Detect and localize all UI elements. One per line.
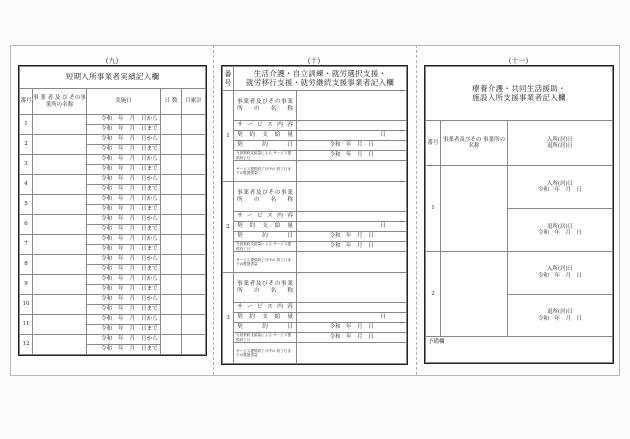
provider-name-field[interactable] xyxy=(33,215,87,235)
header-monthly-total: 月累計 xyxy=(182,89,206,115)
provider-name-field[interactable] xyxy=(33,255,87,275)
days-field[interactable] xyxy=(161,115,182,135)
field-label-provider: 事業者及びその事業所の名称 xyxy=(234,91,297,121)
memo-label: 予備欄 xyxy=(428,339,445,346)
header-entry: 入所(居)日 xyxy=(546,136,574,143)
days-field[interactable] xyxy=(161,315,182,335)
monthly-total-field[interactable] xyxy=(182,295,206,315)
contract-date-field[interactable]: 令和 年 月 日 xyxy=(297,232,407,242)
monthly-total-field[interactable] xyxy=(182,135,206,155)
monthly-total-field[interactable] xyxy=(182,315,206,335)
row-number: 5 xyxy=(20,195,33,215)
row-number: 10 xyxy=(20,295,33,315)
date-from-field[interactable]: 令和 年 月 日から xyxy=(87,275,161,285)
field-label-amount: 契約支給量 xyxy=(234,313,297,323)
contract-date-field[interactable]: 令和 年 月 日 xyxy=(297,323,407,333)
header-number: 番号 xyxy=(426,121,441,166)
row-number: 11 xyxy=(20,315,33,335)
provider-name-field[interactable] xyxy=(33,315,87,335)
memo-field[interactable] xyxy=(426,337,613,363)
exit-date-field[interactable] xyxy=(508,209,613,252)
date-from-field[interactable]: 令和 年 月 日から xyxy=(87,255,161,265)
header-number: 番号 xyxy=(20,89,33,115)
amount-field[interactable]: 日 xyxy=(297,222,407,232)
field-label-service: サービス内容 xyxy=(234,303,297,313)
end-date-field[interactable]: 令和 年 月 日 xyxy=(297,151,407,161)
date-from-field[interactable]: 令和 年 月 日から xyxy=(87,115,161,125)
date-to-field[interactable]: 令和 年 月 日まで xyxy=(87,205,161,215)
provider-name-field[interactable] xyxy=(441,166,508,252)
monthly-total-field[interactable] xyxy=(182,235,206,255)
panel-9-label: (九) xyxy=(105,57,119,65)
date-to-field[interactable]: 令和 年 月 日まで xyxy=(87,245,161,255)
days-field[interactable] xyxy=(161,275,182,295)
provider-name-field[interactable] xyxy=(297,182,407,212)
table-title xyxy=(426,67,613,121)
provided-amount-field[interactable] xyxy=(297,161,407,182)
end-date-field[interactable]: 令和 年 月 日 xyxy=(297,333,407,343)
date-from-field[interactable]: 令和 年 月 日から xyxy=(87,235,161,245)
provided-amount-field[interactable] xyxy=(297,252,407,273)
date-to-field[interactable]: 令和 年 月 日まで xyxy=(87,325,161,335)
title-line-1: 生活介護・自立訓練・就労選択支援・ xyxy=(253,68,387,78)
service-field[interactable] xyxy=(297,212,407,222)
header-dates xyxy=(508,121,613,166)
service-field[interactable] xyxy=(297,121,407,131)
date-from-field[interactable]: 令和 年 月 日から xyxy=(87,155,161,165)
provider-name-field[interactable] xyxy=(33,155,87,175)
row-number: 2 xyxy=(20,135,33,155)
exit-label: 退所(居)日 xyxy=(546,223,574,230)
field-label-service: サービス内容 xyxy=(234,121,297,131)
provider-name-field[interactable] xyxy=(33,115,87,135)
field-label-provided: サービス提供終了月中の 終了日までの既提供量 xyxy=(234,161,297,182)
title-line-1: 療養介護・共同生活援助・ xyxy=(472,83,566,93)
field-label-end-date: 当該契約支給量による サービス提供終了日 xyxy=(234,151,297,161)
amount-field[interactable]: 日 xyxy=(297,313,407,323)
service-field[interactable] xyxy=(297,303,407,313)
field-label-provided: サービス提供終了月中の 終了日までの既提供量 xyxy=(234,343,297,364)
field-label-amount: 契約支給量 xyxy=(234,222,297,232)
monthly-total-field[interactable] xyxy=(182,255,206,275)
date-to-field[interactable]: 令和 年 月 日まで xyxy=(87,125,161,135)
field-label-provided: サービス提供終了月中の 終了日までの既提供量 xyxy=(234,252,297,273)
date-from-field[interactable]: 令和 年 月 日から xyxy=(87,135,161,145)
field-label-contract-date: 契約日 xyxy=(234,232,297,242)
header-number: 番号 xyxy=(223,67,234,91)
date-to-field[interactable]: 令和 年 月 日まで xyxy=(87,225,161,235)
days-field[interactable] xyxy=(161,175,182,195)
field-label-contract-date: 契約日 xyxy=(234,141,297,151)
entry-label: 入所(居)日 xyxy=(546,266,574,273)
provider-name-field[interactable] xyxy=(33,275,87,295)
entry-date-value: 令和 年 月 日 xyxy=(538,187,583,194)
field-label-end-date: 当該契約支給量による サービス提供終了日 xyxy=(234,333,297,343)
date-from-field[interactable]: 令和 年 月 日から xyxy=(87,175,161,185)
panel-11-label: (十一) xyxy=(508,57,529,65)
date-to-field[interactable]: 令和 年 月 日まで xyxy=(87,305,161,315)
title-line-2: 施設入所支援事業者記入欄 xyxy=(472,92,566,102)
row-number: 12 xyxy=(20,335,33,355)
field-label-service: サービス内容 xyxy=(234,212,297,222)
entry-date-value: 令和 年 月 日 xyxy=(538,272,583,279)
date-from-field[interactable]: 令和 年 月 日から xyxy=(87,315,161,325)
header-provider: 事 業 者 及 び その事業所の名称 xyxy=(33,89,87,115)
date-to-field[interactable]: 令和 年 月 日まで xyxy=(87,285,161,295)
field-label-end-date: 当該契約支給量による サービス提供終了日 xyxy=(234,242,297,252)
header-provider: 事業者及びその 事業所の名称 xyxy=(441,121,508,166)
row-number: 7 xyxy=(20,235,33,255)
field-label-amount: 契約支給量 xyxy=(234,131,297,141)
days-field[interactable] xyxy=(161,255,182,275)
panel-10-label: (十) xyxy=(307,57,321,65)
provided-amount-field[interactable] xyxy=(297,343,407,364)
days-field[interactable] xyxy=(161,195,182,215)
header-dates: 実施日 xyxy=(87,89,161,115)
table-title: 短期入所事業者実績記入欄 xyxy=(20,67,206,89)
end-date-field[interactable]: 令和 年 月 日 xyxy=(297,242,407,252)
row-number: 3 xyxy=(20,155,33,175)
entry-label: 入所(居)日 xyxy=(546,180,574,187)
field-label-provider: 事業者及びその事業所の名称 xyxy=(234,182,297,212)
day-service-table xyxy=(222,66,407,364)
date-from-field[interactable]: 令和 年 月 日から xyxy=(87,295,161,305)
exit-label: 退所(居)日 xyxy=(546,309,574,316)
amount-field[interactable]: 日 xyxy=(297,131,407,141)
provider-name-field[interactable] xyxy=(33,235,87,255)
provider-name-field[interactable] xyxy=(33,195,87,215)
exit-date-value: 令和 年 月 日 xyxy=(538,229,583,236)
row-number: 6 xyxy=(20,215,33,235)
monthly-total-field[interactable] xyxy=(182,115,206,135)
date-to-field[interactable]: 令和 年 月 日まで xyxy=(87,265,161,275)
short-stay-table xyxy=(19,66,206,355)
field-label-provider: 事業者及びその事業所の名称 xyxy=(234,273,297,303)
field-label-contract-date: 契約日 xyxy=(234,323,297,333)
monthly-total-field[interactable] xyxy=(182,275,206,295)
date-to-field[interactable]: 令和 年 月 日まで xyxy=(87,165,161,175)
title-line-2: 就労移行支援・就労継続支援事業者記入欄 xyxy=(245,77,395,87)
monthly-total-field[interactable] xyxy=(182,335,206,355)
block-number: 2 xyxy=(223,182,234,273)
panel-separator xyxy=(213,45,214,375)
row-number: 8 xyxy=(20,255,33,275)
block-number: 1 xyxy=(223,91,234,182)
provider-name-field[interactable] xyxy=(33,295,87,315)
date-from-field[interactable]: 令和 年 月 日から xyxy=(87,215,161,225)
days-field[interactable] xyxy=(161,155,182,175)
days-field[interactable] xyxy=(161,215,182,235)
monthly-total-field[interactable] xyxy=(182,215,206,235)
monthly-total-field[interactable] xyxy=(182,155,206,175)
monthly-total-field[interactable] xyxy=(182,175,206,195)
date-from-field[interactable]: 令和 年 月 日から xyxy=(87,195,161,205)
residential-table xyxy=(425,66,613,363)
header-exit: 退所(居)日 xyxy=(546,143,574,150)
days-field[interactable] xyxy=(161,135,182,155)
exit-date-value: 令和 年 月 日 xyxy=(538,315,583,322)
entry-date-field[interactable] xyxy=(508,251,613,294)
provider-name-field[interactable] xyxy=(33,335,87,355)
date-to-field[interactable]: 令和 年 月 日まで xyxy=(87,145,161,155)
row-number: 9 xyxy=(20,275,33,295)
table-title xyxy=(234,67,407,91)
days-field[interactable] xyxy=(161,335,182,355)
provider-name-field[interactable] xyxy=(33,135,87,155)
monthly-total-field[interactable] xyxy=(182,195,206,215)
date-from-field[interactable]: 令和 年 月 日から xyxy=(87,335,161,345)
row-number: 2 xyxy=(426,251,441,337)
block-number: 3 xyxy=(223,273,234,364)
provider-name-field[interactable] xyxy=(441,251,508,337)
header-days: 日 数 xyxy=(161,89,182,115)
row-number: 1 xyxy=(426,166,441,252)
row-number: 1 xyxy=(20,115,33,135)
days-field[interactable] xyxy=(161,295,182,315)
provider-name-field[interactable] xyxy=(33,175,87,195)
contract-date-field[interactable]: 令和 年 月 日 xyxy=(297,141,407,151)
exit-date-field[interactable] xyxy=(508,294,613,337)
days-field[interactable] xyxy=(161,235,182,255)
entry-date-field[interactable] xyxy=(508,166,613,209)
date-to-field[interactable]: 令和 年 月 日まで xyxy=(87,185,161,195)
provider-name-field[interactable] xyxy=(297,273,407,303)
date-to-field[interactable]: 令和 年 月 日まで xyxy=(87,345,161,355)
row-number: 4 xyxy=(20,175,33,195)
provider-name-field[interactable] xyxy=(297,91,407,121)
panel-separator xyxy=(416,45,417,375)
